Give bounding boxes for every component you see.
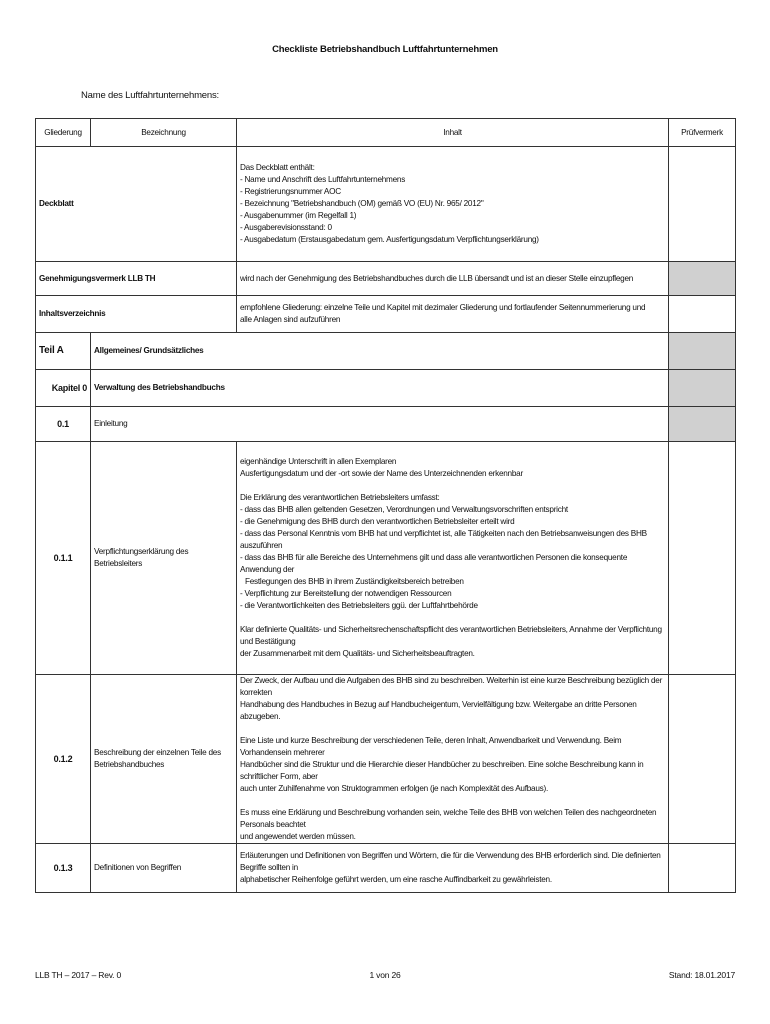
content-line: - Name und Anschrift des Luftfahrtunternehmens [240, 175, 406, 184]
content-line: Klar definierte Qualitäts- und Sicherheitsrechenschaftspflicht des verantwortlichen Betriebsleiters, Annahme der Verpflichtung und Bestätigung [240, 625, 662, 646]
company-name-label: Name des Luftfahrtunternehmens: [81, 90, 219, 101]
content-line: - Ausgabedatum (Erstausgabedatum gem. Ausfertigungsdatum Verpflichtungserklärung) [240, 235, 539, 244]
content-line: - dass das Personal Kenntnis vom BHB hat und verpflichtet ist, alle Tätigkeiten nach den Betriebsanweisungen des BHB auszuführen [240, 529, 647, 550]
content-line: Es muss eine Erklärung und Beschreibung vorhanden sein, welche Teile des BHB von welchen Teilen des nachgeordneten Personals beachtet [240, 808, 657, 829]
table-row-0-1-3 [36, 844, 736, 893]
content-line: Die Erklärung des verantwortlichen Betriebsleiters umfasst: [240, 493, 440, 502]
footer-page-number: 1 von 26 [369, 970, 401, 980]
footer-date: Stand: 18.01.2017 [668, 970, 735, 980]
content-paragraph [240, 624, 665, 660]
content-line: Der Zweck, der Aufbau und die Aufgaben des BHB sind zu beschreiben. Weiterhin ist eine kurze Beschreibung bezüglich der korrekten [240, 676, 663, 697]
deckblatt-content [237, 147, 669, 262]
header-pruefvermerk: Prüfvermerk [669, 119, 736, 147]
row-0-1-2-content [237, 675, 669, 844]
document-title: Checkliste Betriebshandbuch Luftfahrtunternehmen [272, 44, 498, 55]
content-line: der Zusammenarbeit mit dem Qualitäts- und Sicherheitsbeauftragten. [240, 649, 475, 658]
row-0-1-1-number: 0.1.1 [36, 442, 91, 675]
row-0-1-2-number: 0.1.2 [36, 675, 91, 844]
pruefvermerk-cell[interactable] [669, 442, 736, 675]
table-header-row [36, 119, 736, 147]
content-line: - Ausgaberevisionsstand: 0 [240, 223, 332, 232]
pruefvermerk-cell[interactable] [669, 333, 736, 370]
genehmigung-content: wird nach der Genehmigung des Betriebshandbuches durch die LLB übersandt und ist an dieser Stelle einzupflegen [237, 262, 669, 296]
content-line: Eine Liste und kurze Beschreibung der verschiedenen Teile, deren Inhalt, Anwendbarkeit und Verwendung. Beim Vorhandensein mehrerer [240, 736, 622, 757]
teil-a-label: Allgemeines/ Grundsätzliches [91, 333, 669, 370]
genehmigung-label: Genehmigungsvermerk LLB TH [36, 262, 237, 296]
content-line: auch unter Zuhilfenahme von Struktogrammen erfolgen (je nach Komplexität des Aufbaus). [240, 784, 549, 793]
kapitel-0-number: Kapitel 0 [36, 370, 91, 407]
content-line: - Verpflichtung zur Bereitstellung der notwendigen Ressourcen [240, 589, 452, 598]
content-line: - Registrierungsnummer AOC [240, 187, 341, 196]
content-line: und angewendet werden müssen. [240, 832, 356, 841]
row-0-1-1-content [237, 442, 669, 675]
table-row-inhaltsverzeichnis [36, 296, 736, 333]
table-row-0-1-2 [36, 675, 736, 844]
content-line: Festlegungen des BHB in ihrem Zuständigkeitsbereich betreiben [245, 577, 464, 586]
table-row-0-1 [36, 407, 736, 442]
table-row-teil-a [36, 333, 736, 370]
inhaltsverzeichnis-label: Inhaltsverzeichnis [36, 296, 237, 333]
inhaltsverzeichnis-content [237, 296, 669, 333]
table-row-genehmigung [36, 262, 736, 296]
content-line: - dass das BHB allen geltenden Gesetzen, Verordnungen und Verwaltungsvorschriften entspricht [240, 505, 568, 514]
pruefvermerk-cell[interactable] [669, 844, 736, 893]
table-row-deckblatt [36, 147, 736, 262]
content-line: alle Anlagen sind aufzuführen [240, 315, 341, 324]
content-line: - die Genehmigung des BHB durch den verantwortlichen Betriebsleiter erteilt wird [240, 517, 515, 526]
row-0-1-number: 0.1 [36, 407, 91, 442]
pruefvermerk-cell[interactable] [669, 147, 736, 262]
content-line: - Bezeichnung "Betriebshandbuch (OM) gemäß VO (EU) Nr. 965/ 2012" [240, 199, 484, 208]
row-0-1-3-number: 0.1.3 [36, 844, 91, 893]
table-row-0-1-1 [36, 442, 736, 675]
content-paragraph [240, 675, 665, 723]
row-0-1-1-label: Verpflichtungserklärung des Betriebsleiters [91, 442, 237, 675]
pruefvermerk-cell[interactable] [669, 370, 736, 407]
checklist-table [35, 118, 736, 893]
content-line: Handhabung des Handbuches in Bezug auf Handbucheigentum, Vervielfältigung bzw. Weitergabe an dritte Personen abzugeben. [240, 700, 637, 721]
row-0-1-2-label: Beschreibung der einzelnen Teile des Betriebshandbuches [91, 675, 237, 844]
content-line: - die Verantwortlichkeiten des Betriebsleiters ggü. der Luftfahrtbehörde [240, 601, 478, 610]
teil-a-number: Teil A [36, 333, 91, 370]
kapitel-0-label: Verwaltung des Betriebshandbuchs [91, 370, 669, 407]
content-paragraph [240, 456, 665, 480]
content-line: Erläuterungen und Definitionen von Begriffen und Wörtern, die für die Verwendung des BHB erforderlich sind. Die definierten Begriffe sollten in [240, 851, 661, 872]
pruefvermerk-cell[interactable] [669, 296, 736, 333]
pruefvermerk-cell[interactable] [669, 262, 736, 296]
deckblatt-label: Deckblatt [36, 147, 237, 262]
content-paragraph [240, 492, 665, 612]
content-line: Das Deckblatt enthält: [240, 163, 315, 172]
content-paragraph [240, 807, 665, 843]
pruefvermerk-cell[interactable] [669, 675, 736, 844]
row-0-1-3-content [237, 844, 669, 893]
table-row-kapitel-0 [36, 370, 736, 407]
header-inhalt: Inhalt [237, 119, 669, 147]
row-0-1-3-label: Definitionen von Begriffen [91, 844, 237, 893]
content-line: eigenhändige Unterschrift in allen Exemplaren [240, 457, 397, 466]
header-bezeichnung: Bezeichnung [91, 119, 237, 147]
header-gliederung: Gliederung [36, 119, 91, 147]
content-line: Handbücher sind die Struktur und die Hierarchie dieser Handbücher zu beschreiben. Eine solche Beschreibung kann in schriftlicher Form, aber [240, 760, 644, 781]
content-paragraph [240, 735, 665, 795]
content-line: - dass das BHB für alle Bereiche des Unternehmens gilt und dass alle verantwortlichen Personen die konsequente Anwendung der [240, 553, 628, 574]
footer-revision: LLB TH – 2017 – Rev. 0 [35, 970, 122, 980]
content-line: alphabetischer Reihenfolge geführt werden, um eine rasche Auffindbarkeit zu gewährleisten. [240, 875, 552, 884]
row-0-1-label: Einleitung [91, 407, 669, 442]
content-line: empfohlene Gliederung: einzelne Teile und Kapitel mit dezimaler Gliederung und fortlaufender Seitennummerierung und [240, 303, 646, 312]
content-line: - Ausgabenummer (im Regelfall 1) [240, 211, 357, 220]
content-line: Ausfertigungsdatum und der -ort sowie der Name des Unterzeichnenden erkennbar [240, 469, 523, 478]
pruefvermerk-cell[interactable] [669, 407, 736, 442]
